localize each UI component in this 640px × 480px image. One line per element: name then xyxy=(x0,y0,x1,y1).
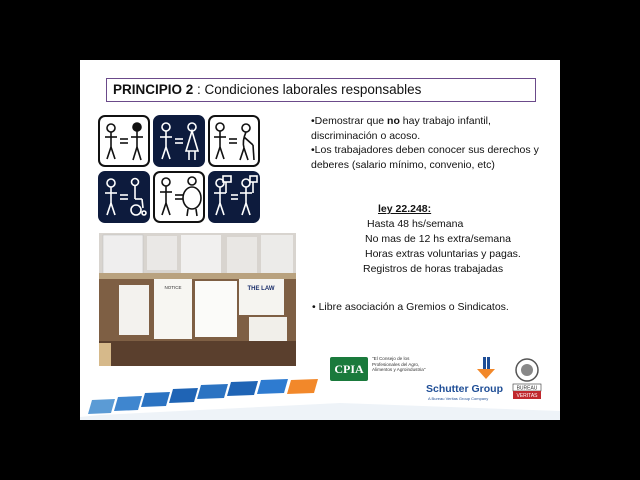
notice-board-photo xyxy=(99,233,296,366)
slide-title xyxy=(106,78,536,102)
law-line-1: Hasta 48 hs/semana xyxy=(367,218,464,230)
bullet-rights: •Los trabajadores deben conocer sus derechos y deberes (salario mínimo, convenio, etc) xyxy=(311,144,539,171)
notice-board-illustration xyxy=(99,233,296,366)
notice-label: NOTICE xyxy=(164,285,182,290)
bullet1-post: hay trabajo infantil, discriminación o acoso. xyxy=(311,115,491,142)
free-association-bullet: • Libre asociación a Gremios o Sindicatos. xyxy=(312,301,509,313)
title-rest: : Condiciones laborales responsables xyxy=(193,82,422,97)
law-line-3: Horas extras voluntarias y pagas. xyxy=(365,248,521,260)
requirements-bullets xyxy=(311,114,551,172)
bullet-child-labor xyxy=(311,114,551,143)
schutter-group-subtitle: A Bureau Veritas Group Company xyxy=(428,396,489,401)
law-line-2: No mas de 12 hs extra/semana xyxy=(365,233,511,245)
cpia-tagline: "El Consejo de los Profesionales del Agro, Alimentos y Agroindustria" xyxy=(372,356,426,373)
schutter-logo-icon xyxy=(475,357,497,381)
law-title: ley 22.248: xyxy=(378,203,432,215)
bureau-veritas-logo xyxy=(512,357,542,401)
title-bold: PRINCIPIO 2 xyxy=(113,82,194,97)
bullet1-bold: no xyxy=(387,115,400,127)
pictogram-grid xyxy=(98,115,261,225)
bv-top-text: BUREAU xyxy=(516,385,538,392)
the-law-label: THE LAW xyxy=(247,286,275,292)
schutter-group-name: Schutter Group xyxy=(426,383,504,395)
slide xyxy=(80,60,560,420)
bullet1-pre: •Demostrar que xyxy=(311,115,388,127)
law-section xyxy=(361,202,521,277)
equality-pictograms xyxy=(98,115,261,225)
law-line-4: Registros de horas trabajadas xyxy=(363,263,504,275)
cpia-logo: CPIA xyxy=(330,357,368,381)
bv-bottom-text: VERITAS xyxy=(516,393,538,399)
